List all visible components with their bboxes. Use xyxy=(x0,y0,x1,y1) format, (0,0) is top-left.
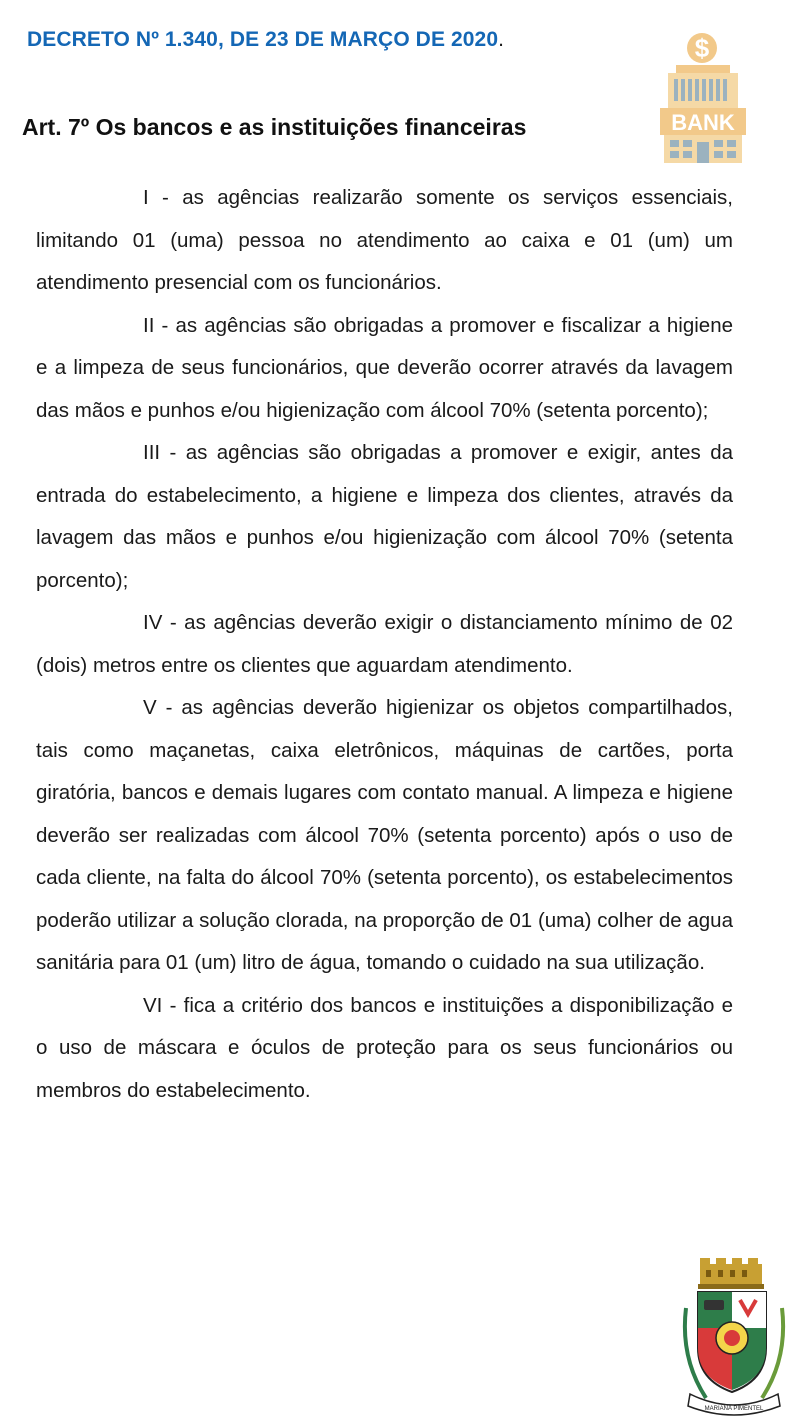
item-i: I - as agências realizarão somente os serviços essenciais, limitando 01 (uma) pessoa no atendimento ao caixa e 01 (um) um atendimento presencial com os funcionários. xyxy=(36,186,733,294)
article-body xyxy=(36,177,733,1112)
article-title: Art. 7º Os bancos e as instituições financeiras xyxy=(22,114,527,140)
item-ii: II - as agências são obrigadas a promover e fiscalizar a higiene e a limpeza de seus funcionários, que deverão ocorrer através da lavagem das mãos e punhos e/ou higienização com álcool 70% (setenta porcento); xyxy=(36,313,733,422)
seal-banner-text: MARIANA PIMENTEL xyxy=(704,1406,764,1412)
dollar-symbol: $ xyxy=(694,33,710,63)
item-iii: III - as agências são obrigadas a promover e exigir, antes da entrada do estabelecimento, a higiene e limpeza dos clientes, através da lavagem das mãos e punhos e/ou higienização com álcool 70% (setenta porcento); xyxy=(36,441,733,592)
bank-label: BANK xyxy=(671,110,735,135)
decree-title-period: . xyxy=(498,28,505,51)
item-iv: IV - as agências deverão exigir o distanciamento mínimo de 02 (dois) metros entre os clientes que aguardam atendimento. xyxy=(36,611,733,677)
municipal-coat-of-arms-icon xyxy=(676,1258,792,1418)
bank-building-icon xyxy=(650,30,750,165)
decree-title xyxy=(27,28,504,52)
decree-title-text: DECRETO Nº 1.340, DE 23 DE MARÇO DE 2020 xyxy=(27,28,499,51)
item-vi: VI - fica a critério dos bancos e instituições a disponibilização e o uso de máscara e óculos de proteção para os seus funcionários ou membros do estabelecimento. xyxy=(36,993,733,1102)
item-v: V - as agências deverão higienizar os objetos compartilhados, tais como maçanetas, caixa eletrônicos, máquinas de cartões, porta giratória, bancos e demais lugares com contato manual. A limpeza e higiene deverão ser realizadas com álcool 70% (setenta porcento) após o uso de cada cliente, na falta do álcool 70% (setenta porcento), os estabelecimentos poderão utilizar a solução clorada, na proporção de 01 (uma) colher de agua sanitária para 01 (um) litro de água, tomando o cuidado na sua utilização. xyxy=(36,696,733,974)
